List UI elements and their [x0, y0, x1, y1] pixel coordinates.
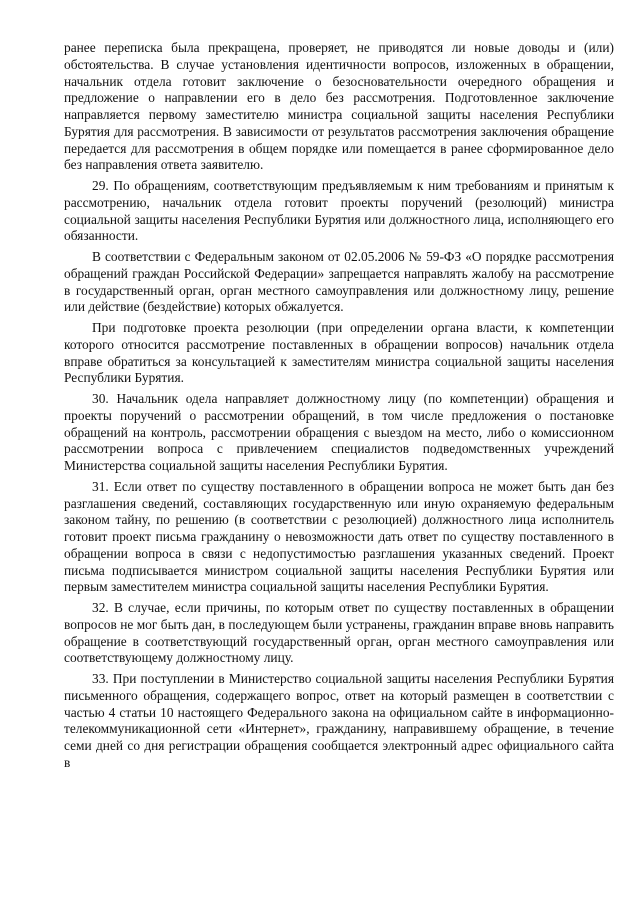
- paragraph-32: 32. В случае, если причины, по которым ответ по существу поставленных в обращении вопросов не мог быть дан, в последующем были устранены, гражданин вправе вновь направить обращение в соответствующий государственный орган, орган местного самоуправления или соответствующему должностному лицу.: [64, 600, 614, 666]
- paragraph-continuation: ранее переписка была прекращена, проверяет, не приводятся ли новые доводы и (или) обстоятельства. В случае установления идентичности вопросов, изложенных в обращении, начальник отдела готовит заключение о безосновательности очередного обращения и предложение о направлении его в дело без рассмотрения. Подготовленное заключение направляется первому заместителю министра социальной защиты населения Республики Бурятия для рассмотрения. В зависимости от результатов рассмотрения заключения обращение передается для рассмотрения в общем порядке или помещается в ранее сформированное дело без направления ответа заявителю.: [64, 40, 614, 173]
- paragraph-31: 31. Если ответ по существу поставленного в обращении вопроса не может быть дан без разглашения сведений, составляющих государственную или иную охраняемую федеральным законом тайну, по решению (в соответствии с резолюцией) должностного лица исполнитель готовит проект письма гражданину о невозможности дать ответ по существу поставленного в обращении вопроса в связи с недопустимостью разглашения указанных сведений. Проект письма подписывается министром социальной защиты населения Республики Бурятия или первым заместителем министра социальной защиты населения Республики Бурятия.: [64, 478, 614, 595]
- paragraph-resolution-preparation: При подготовке проекта резолюции (при определении органа власти, к компетенции которого относится рассмотрение поставленных в обращении вопросов) начальник отдела вправе обратиться за консультацией к заместителям министра социальной защиты населения Республики Бурятия.: [64, 320, 614, 386]
- paragraph-33: 33. При поступлении в Министерство социальной защиты населения Республики Бурятия письменного обращения, содержащего вопрос, ответ на который размещен в соответствии с частью 4 статьи 10 настоящего Федерального закона на официальном сайте в информационно-телекоммуникационной сети «Интернет», гражданину, направившему обращение, в течение семи дней со дня регистрации обращения сообщается электронный адрес официального сайта в: [64, 671, 614, 770]
- paragraph-30: 30. Начальник одела направляет должностному лицу (по компетенции) обращения и проекты поручений о рассмотрении обращений, в том числе предложения о постановке обращений на контроль, рассмотрении обращения с выездом на место, либо о комиссионном рассмотрении вопроса с привлечением специалистов подведомственных учреждений Министерства социальной защиты населения Республики Бурятия.: [64, 391, 614, 473]
- paragraph-29: 29. По обращениям, соответствующим предъявляемым к ним требованиям и принятым к рассмотрению, начальник отдела готовит проекты поручений (резолюций) министра социальной защиты населения Республики Бурятия или должностного лица, исполняющего его обязанности.: [64, 178, 614, 244]
- paragraph-federal-law: В соответствии с Федеральным законом от 02.05.2006 № 59-ФЗ «О порядке рассмотрения обращений граждан Российской Федерации» запрещается направлять жалобу на рассмотрение в государственный орган, орган местного самоуправления или должностному лицу, решение или действие (бездействие) которых обжалуется.: [64, 249, 614, 315]
